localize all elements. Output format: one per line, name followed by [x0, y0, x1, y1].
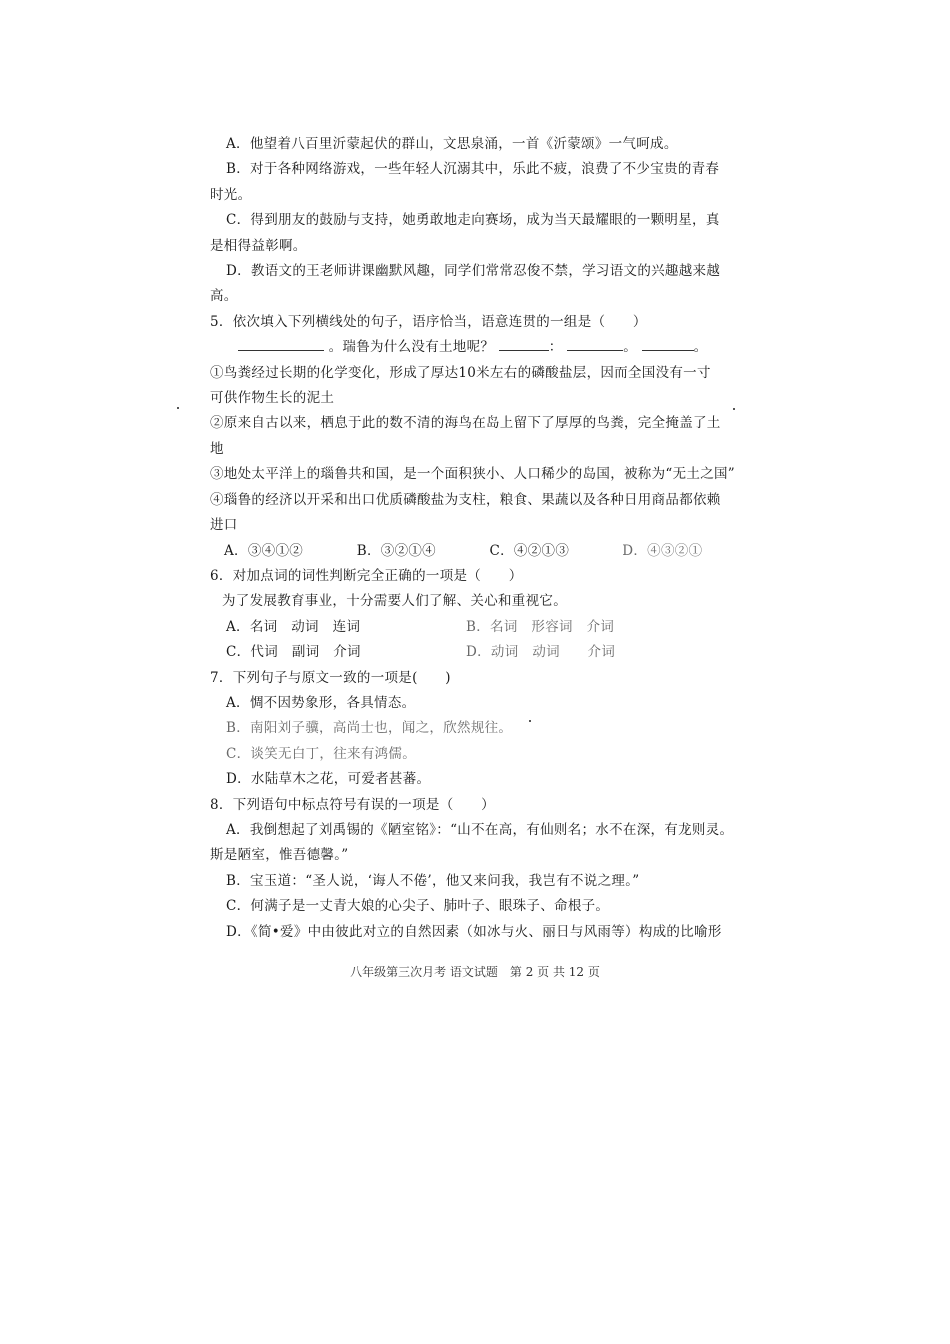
q7-stem: 7．下列句子与原文一致的一项是( )	[210, 669, 451, 686]
q7-option-d: D．水陆草木之花，可爱者甚蕃。	[226, 771, 431, 788]
q5-blank-line	[210, 335, 755, 360]
q8-option-c: C．何满子是一丈青大娘的心尖子、肺叶子、眼珠子、命根子。	[226, 898, 610, 915]
q6-sentence: 为了发展教育事业，十分需要人们了解、关心和重视它。	[222, 593, 567, 610]
q4-option-c: C．得到朋友的鼓励与支持，她勇敢地走向赛场，成为当天最耀眼的一颗明星，真	[226, 212, 720, 229]
q5-sentence-2: ②原来自古以来，栖息于此的数不清的海鸟在岛上留下了厚厚的鸟粪，完全掩盖了土	[210, 415, 721, 432]
blank-2	[499, 336, 549, 351]
q7-option-c: C．谈笑无白丁，往来有鸿儒。	[226, 745, 417, 762]
blank-3	[567, 336, 623, 351]
q6-stem: 6．对加点词的词性判断完全正确的一项是（ ）	[210, 567, 523, 584]
blank-1	[238, 336, 324, 351]
q6-option-b: B．名词 形容词 介词	[466, 618, 615, 635]
q8-option-a: A．我倒想起了刘禹锡的《陋室铭》：“山不在高，有仙则名；水不在深，有龙则灵。	[226, 821, 734, 838]
q5-sentence-3: ③地处太平洋上的瑙鲁共和国，是一个面积狭小、人口稀少的岛国，被称为“无土之国”	[210, 466, 736, 483]
q5-sep-1: ：	[548, 339, 563, 356]
scan-speck	[529, 720, 531, 722]
q5-option-c: C．④②①③	[489, 542, 570, 559]
q5-sep-2: 。	[623, 339, 638, 356]
q8-option-b: B．宝玉道：“圣人说，‘诲人不倦’，他又来问我，我岂有不说之理。”	[226, 872, 640, 889]
q5-sentence-4-cont: 进口	[210, 517, 238, 534]
q7-option-b: B．南阳刘子骥，高尚士也，闻之，欣然规往。	[226, 720, 513, 737]
q5-options	[210, 539, 755, 564]
q6-option-c: C．代词 副词 介词	[226, 644, 361, 661]
q6-option-d: D．动词 动词 介词	[466, 644, 616, 661]
q7-option-a: A．惆不因势象形，各具情态。	[226, 694, 416, 711]
q4-option-d: D．教语文的王老师讲课幽默风趣，同学们常常忍俊不禁，学习语文的兴趣越来越	[226, 263, 721, 280]
q8-option-a-cont: 斯是陋室，惟吾德馨。”	[210, 847, 349, 864]
q5-blank-text: 。瑞鲁为什么没有土地呢？	[328, 339, 495, 356]
scan-speck	[177, 407, 179, 409]
q5-stem: 5．依次填入下列横线处的句子，语序恰当，语意连贯的一组是（ ）	[210, 313, 647, 330]
q5-sentence-1: ①鸟粪经过长期的化学变化，形成了厚达10米左右的磷酸盐层，因而全国没有一寸	[210, 364, 711, 381]
q6-option-a: A．名词 动词 连词	[226, 618, 361, 635]
q8-option-d: D．《简•爱》中由彼此对立的自然因素（如冰与火、丽日与风雨等）构成的比喻形	[226, 923, 722, 940]
q4-option-d-cont: 高。	[210, 288, 238, 305]
q5-option-a: A．③④①②	[224, 542, 304, 559]
page-footer: 八年级第三次月考 语文试题 第 2 页 共 12 页	[350, 965, 600, 979]
q6-options-row-1	[210, 615, 755, 640]
q5-sentence-2-cont: 地	[210, 440, 224, 457]
q4-option-b-cont: 时光。	[210, 186, 252, 203]
q5-option-d: D．④③②①	[622, 542, 703, 559]
q5-sentence-1-cont: 可供作物生长的泥土	[210, 390, 335, 407]
scan-speck	[733, 408, 735, 410]
q5-sep-3: 。	[693, 339, 708, 356]
q4-option-c-cont: 是相得益彰啊。	[210, 237, 307, 254]
q6-options-row-2	[210, 640, 755, 665]
q5-option-b: B．③②①④	[356, 542, 436, 559]
blank-4	[642, 336, 694, 351]
q4-option-b: B．对于各种网络游戏，一些年轻人沉溺其中，乐此不疲，浪费了不少宝贵的青春	[226, 161, 720, 178]
q5-sentence-4: ④瑙鲁的经济以开采和出口优质磷酸盐为支柱，粮食、果蔬以及各种日用商品都依赖	[210, 491, 721, 508]
q4-option-a: A．他望着八百里沂蒙起伏的群山，文思泉涌，一首《沂蒙颂》一气呵成。	[226, 136, 678, 152]
q8-stem: 8．下列语句中标点符号有误的一项是（ ）	[210, 796, 495, 813]
exam-page	[210, 132, 755, 945]
